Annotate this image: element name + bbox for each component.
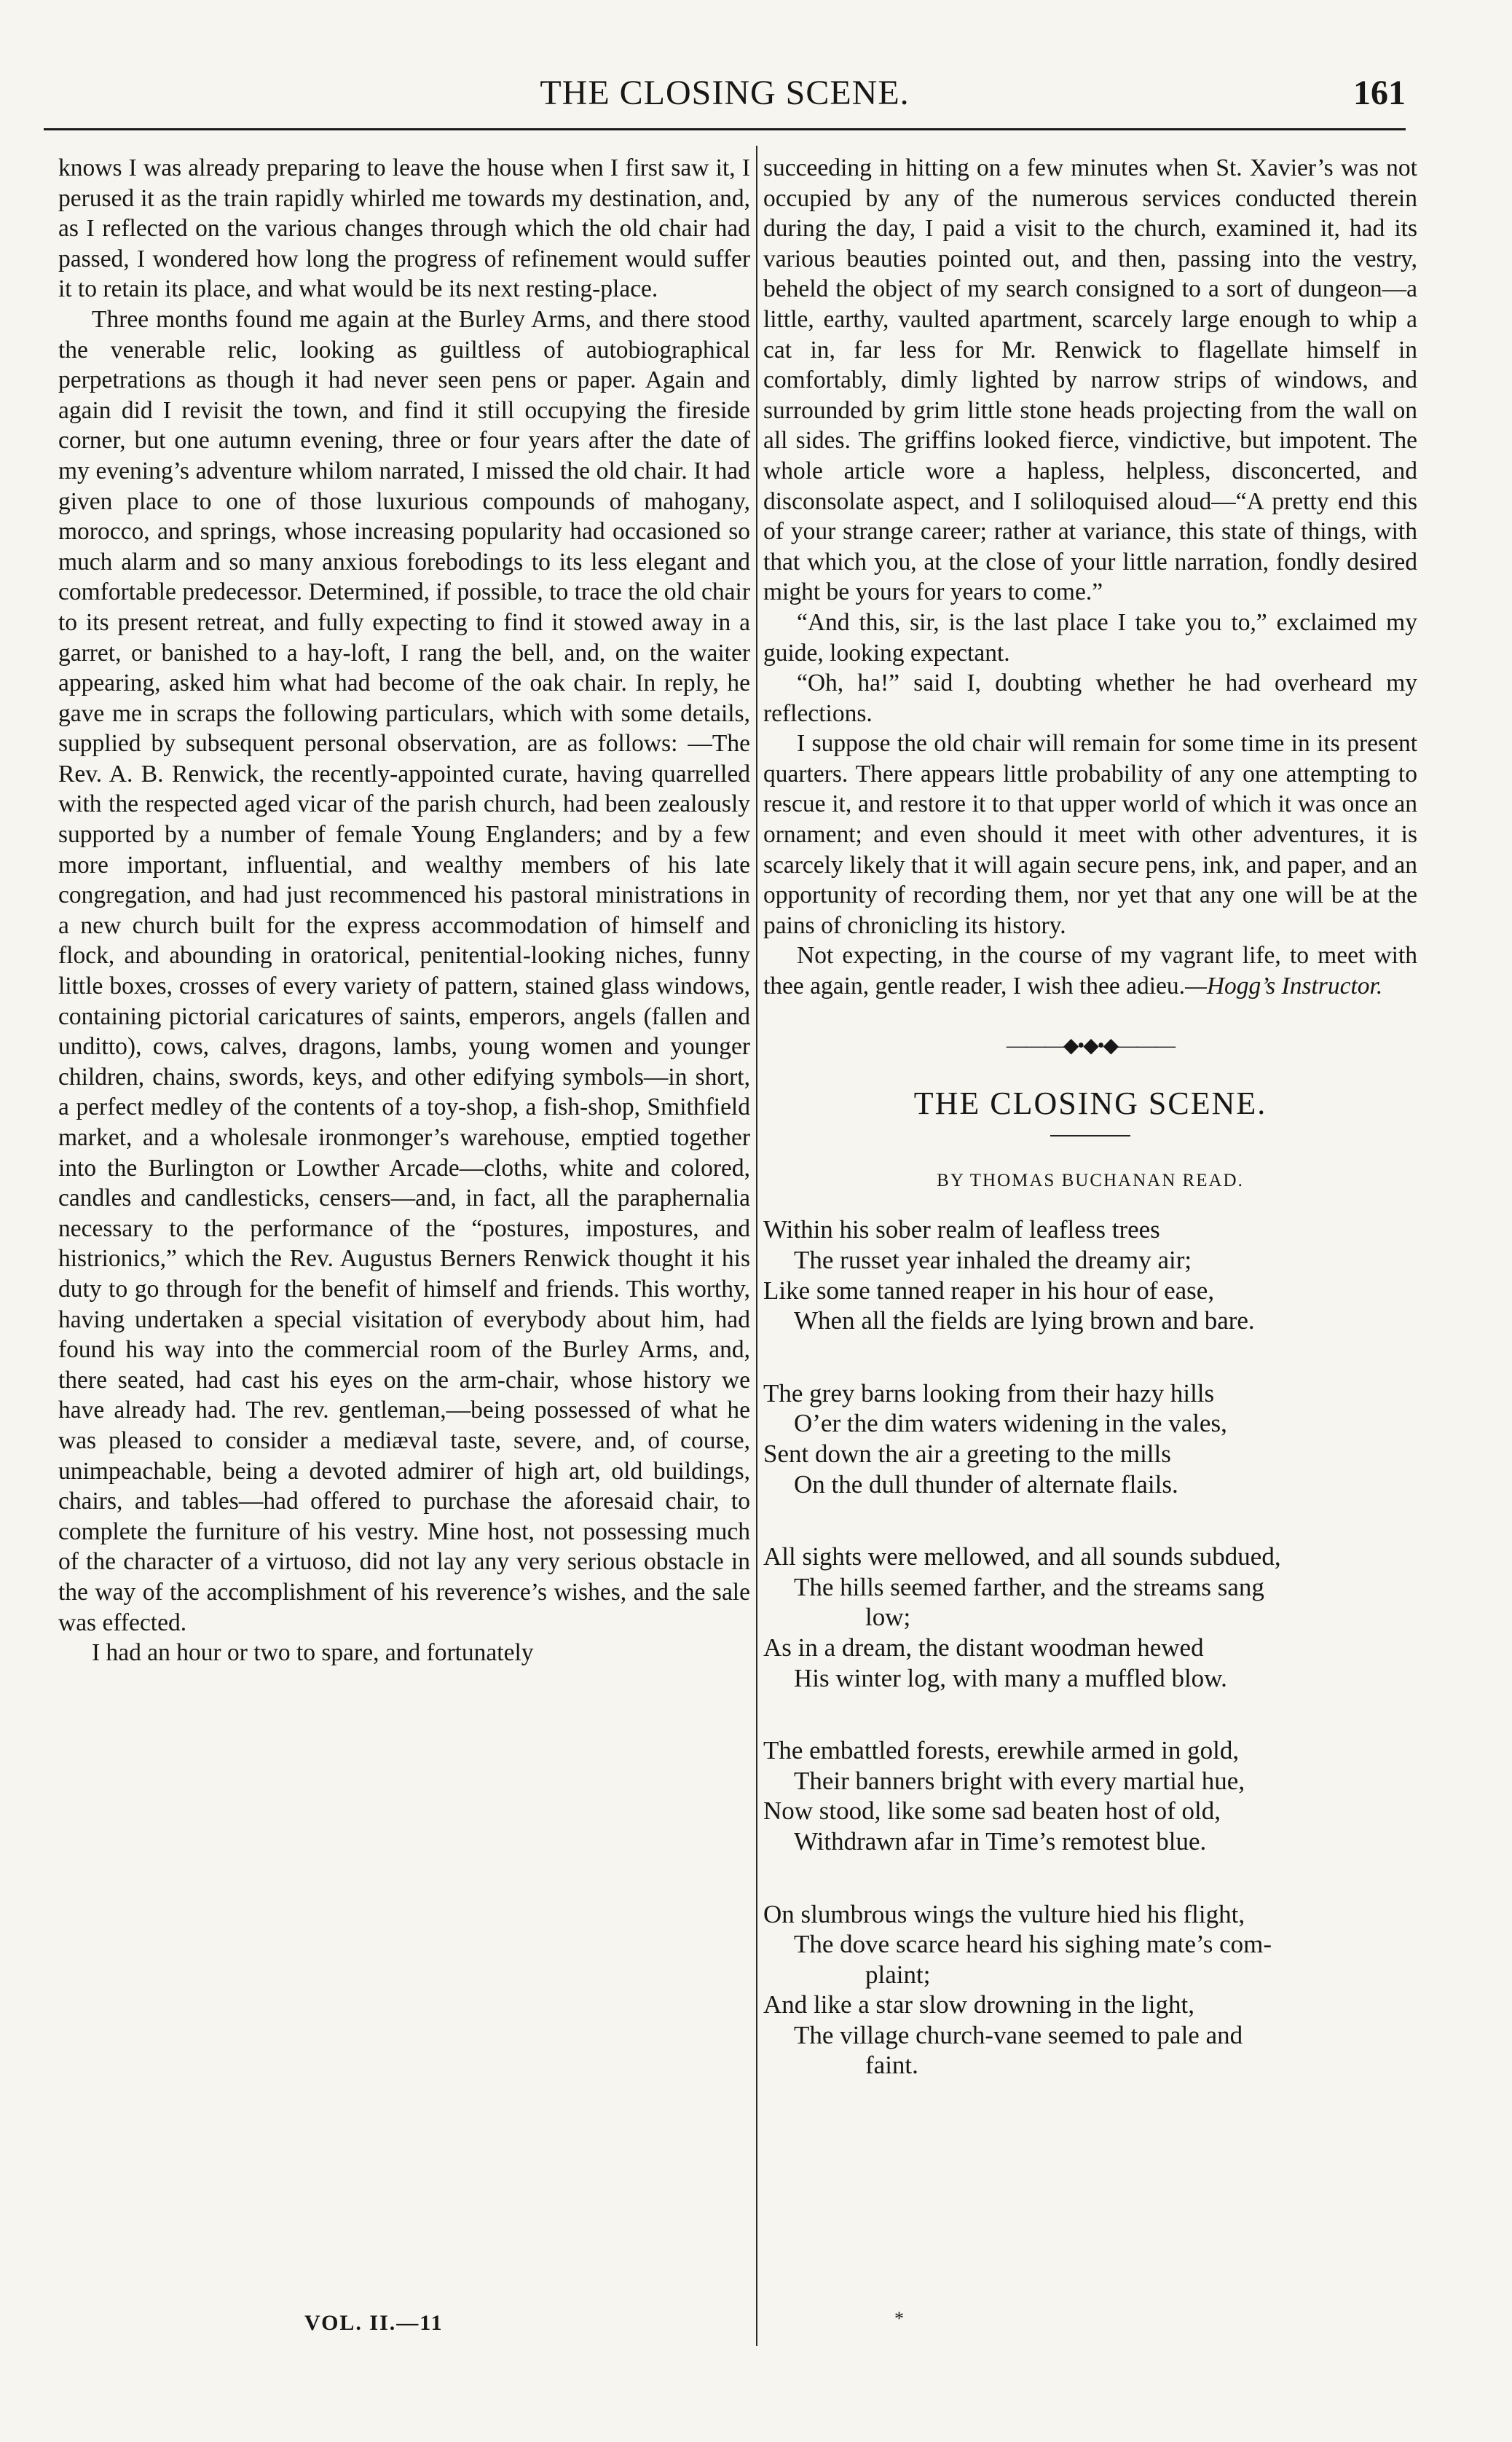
paragraph: I had an hour or two to spare, and fortunately [92,1639,534,1667]
poem-line: The dove scarce heard his sighing mate’s com- [794,1930,1272,1959]
poem-line: When all the fields are lying brown and bare. [794,1306,1255,1335]
poem-line: Withdrawn afar in Time’s remotest blue. [794,1826,1207,1856]
poem-line: On the dull thunder of alternate flails. [794,1469,1178,1499]
poem-line: The grey barns looking from their hazy hills [763,1378,1215,1408]
poem-line: All sights were mellowed, and all sounds subdued, [763,1542,1281,1571]
poem-line: The village church-vane seemed to pale and [794,2020,1243,2049]
poem-line: His winter log, with many a muffled blow. [794,1663,1227,1692]
poem-line: The russet year inhaled the dreamy air; [794,1246,1192,1274]
poem-line: Sent down the air a greeting to the mills [763,1439,1171,1468]
section-ornament: ———◆•◆•◆——— [1006,1034,1175,1057]
source-attribution: —Hogg’s Instructor. [1185,973,1383,1000]
poem-line: Like some tanned reaper in his hour of ease, [763,1276,1215,1305]
poem-line: The embattled forests, erewhile armed in gold, [763,1736,1240,1765]
poem-line: Their banners bright with every martial hue, [794,1766,1245,1795]
paragraph: “Oh, ha!” said I, doubting whether he had overheard my reflections. [763,670,1417,727]
volume-signature: VOL. II.—11 [304,2311,444,2335]
poem-stanza [763,1542,1417,1693]
poem-stanza [763,1378,1417,1499]
poem-line: Now stood, like some sad beaten host of old, [763,1797,1221,1826]
poem-line: As in a dream, the distant woodman hewed [763,1633,1204,1662]
printer-mark: * [894,2308,904,2329]
poem-stanza [763,1899,1417,2081]
poem-line: On slumbrous wings the vulture hied his flight, [763,1899,1245,1928]
page-number: 161 [1353,74,1406,112]
left-column [58,153,750,1668]
right-column [763,153,1417,2123]
paragraph: knows I was already preparing to leave the house when I first saw it, I perused it as the train rapidly whirled me towards my destination, and, as I reflected on the various changes through which the old chair had passed, I wondered how long the progress of refinement would suffer it to retain its place, and what would be its next resting-place. [58,154,750,303]
poem-line: plaint; [865,1960,931,1989]
paragraph: “And this, sir, is the last place I take you to,” exclaimed my guide, looking expectant. [763,608,1417,667]
closing-text: Not expecting, in the course of my vagrant life, to meet with thee again, gentle reader, I wish thee adieu. [763,942,1417,1000]
poem-title: THE CLOSING SCENE. [913,1085,1267,1122]
poem-stanza [763,1735,1417,1856]
page-header [44,67,1406,133]
paragraph: Three months found me again at the Burley Arms, and there stood the venerable relic, looking as guiltless of autobiographical perpetrations as though it had never seen pens or paper. Again and again did I revisit the town, and find it still occupying the fireside corner, but one autumn evening, three or four years after the date of my evening’s adventure whilom narrated, I missed the old chair. It had given place to one of those luxurious compounds of mahogany, morocco, and springs, whose increasing popularity had occasioned so much alarm and so many anxious forebodings to its less elegant and comfortable predecessor. Determined, if possible, to trace the old chair to its present retreat, and fully expecting to find it stowed away in a garret, or banished to a hay-loft, I rang the bell, and, on the waiter appearing, asked him what had become of the oak chair. In reply, he gave me in scraps the following particulars, which with some details, supplied by subsequent personal observation, are as follows: —The Rev. A. B. Renwick, the recently-appointed curate, having quarrelled with the respected aged vicar of the parish church, had been zealously supported by a number of female Young Englanders; and by a few more important, influential, and wealthy members of his late congregation, and had just recommenced his pastoral ministrations in a new church built for the express accommodation of himself and flock, and abounding in oratorical, penitential-looking niches, funny little boxes, crosses of every variety of pattern, stained glass windows, containing pictorial caricatures of saints, emperors, angels (fallen and unditto), cows, calves, dragons, lambs, young women and younger children, chains, swords, keys, and other edifying symbols—in short, a perfect medley of the contents of a toy-shop, a fish-shop, Smithfield market, and a wholesale ironmonger’s warehouse, emptied together into the Burlington or Lowther Arcade—cloths, white and colored, candles and candlesticks, censers—and, in fact, all the paraphernalia necessary to the performance of the “postures, impostures, and histrionics,” which the Rev. Augustus Berners Renwick thought it his duty to go through for the benefit of himself and friends. This worthy, having undertaken a special visitation of everybody about him, had found his way into the commercial room of the Burley Arms, and, there seated, had cast his eyes on the arm-chair, whose history we have already had. The rev. gentleman,—being possessed of what he was pleased to consider a mediæval taste, severe, and, of course, unimpeachable, being a devoted admirer of high art, old buildings, chairs, and tables—had offered to purchase the aforesaid chair, to complete the furniture of his vestry. Mine host, not possessing much of the character of a virtuoso, did not lay any very serious obstacle in the way of the accomplishment of his reverence’s wishes, and the sale was effected. [58,305,750,1636]
poem-line: Within his sober realm of leafless trees [763,1215,1160,1244]
column-divider [756,146,757,2346]
paragraph: succeeding in hitting on a few minutes when St. Xavier’s was not occupied by any of the numerous services conducted therein during the day, I paid a visit to the church, examined it, had its various beauties pointed out, and then, passing into the vestry, beheld the object of my search consigned to a sort of dungeon—a little, earthy, vaulted apartment, scarcely large enough to whip a cat in, far less for Mr. Renwick to flagellate himself in comfortably, dimly lighted by narrow strips of windows, and surrounded by grim little stone heads projecting from the wall on all sides. The griffins looked fierce, vindictive, but impotent. The whole article wore a hapless, helpless, disconcerted, and disconsolate aspect, and I soliloquised aloud—“A pretty end this of your strange career; rather at variance, this state of things, with that which you, at the close of your little narration, fondly desired might be yours for years to come.” [763,154,1417,606]
poem-line: O’er the dim waters widening in the vales, [794,1409,1227,1438]
poem-stanza [763,1214,1417,1335]
poem-line: And like a star slow drowning in the light, [763,1990,1195,2019]
poem-line: The hills seemed farther, and the streams sang [794,1572,1264,1601]
poem-line: faint. [865,2051,918,2080]
poem-byline: BY THOMAS BUCHANAN READ. [937,1170,1244,1190]
header-rule [44,128,1406,130]
poem-line: low; [865,1603,911,1632]
title-rule [1050,1135,1130,1136]
running-title: THE CLOSING SCENE. [540,74,910,112]
paragraph: I suppose the old chair will remain for some time in its present quarters. There appears little probability of any one attempting to rescue it, and restore it to that upper world of which it was once an ornament; and even should it meet with other adventures, it is scarcely likely that it will again secure pens, ink, and paper, and an opportunity of recording them, nor yet that any one will be at the pains of chronicling its history. [763,730,1417,939]
paragraph-closing [763,941,1417,1001]
